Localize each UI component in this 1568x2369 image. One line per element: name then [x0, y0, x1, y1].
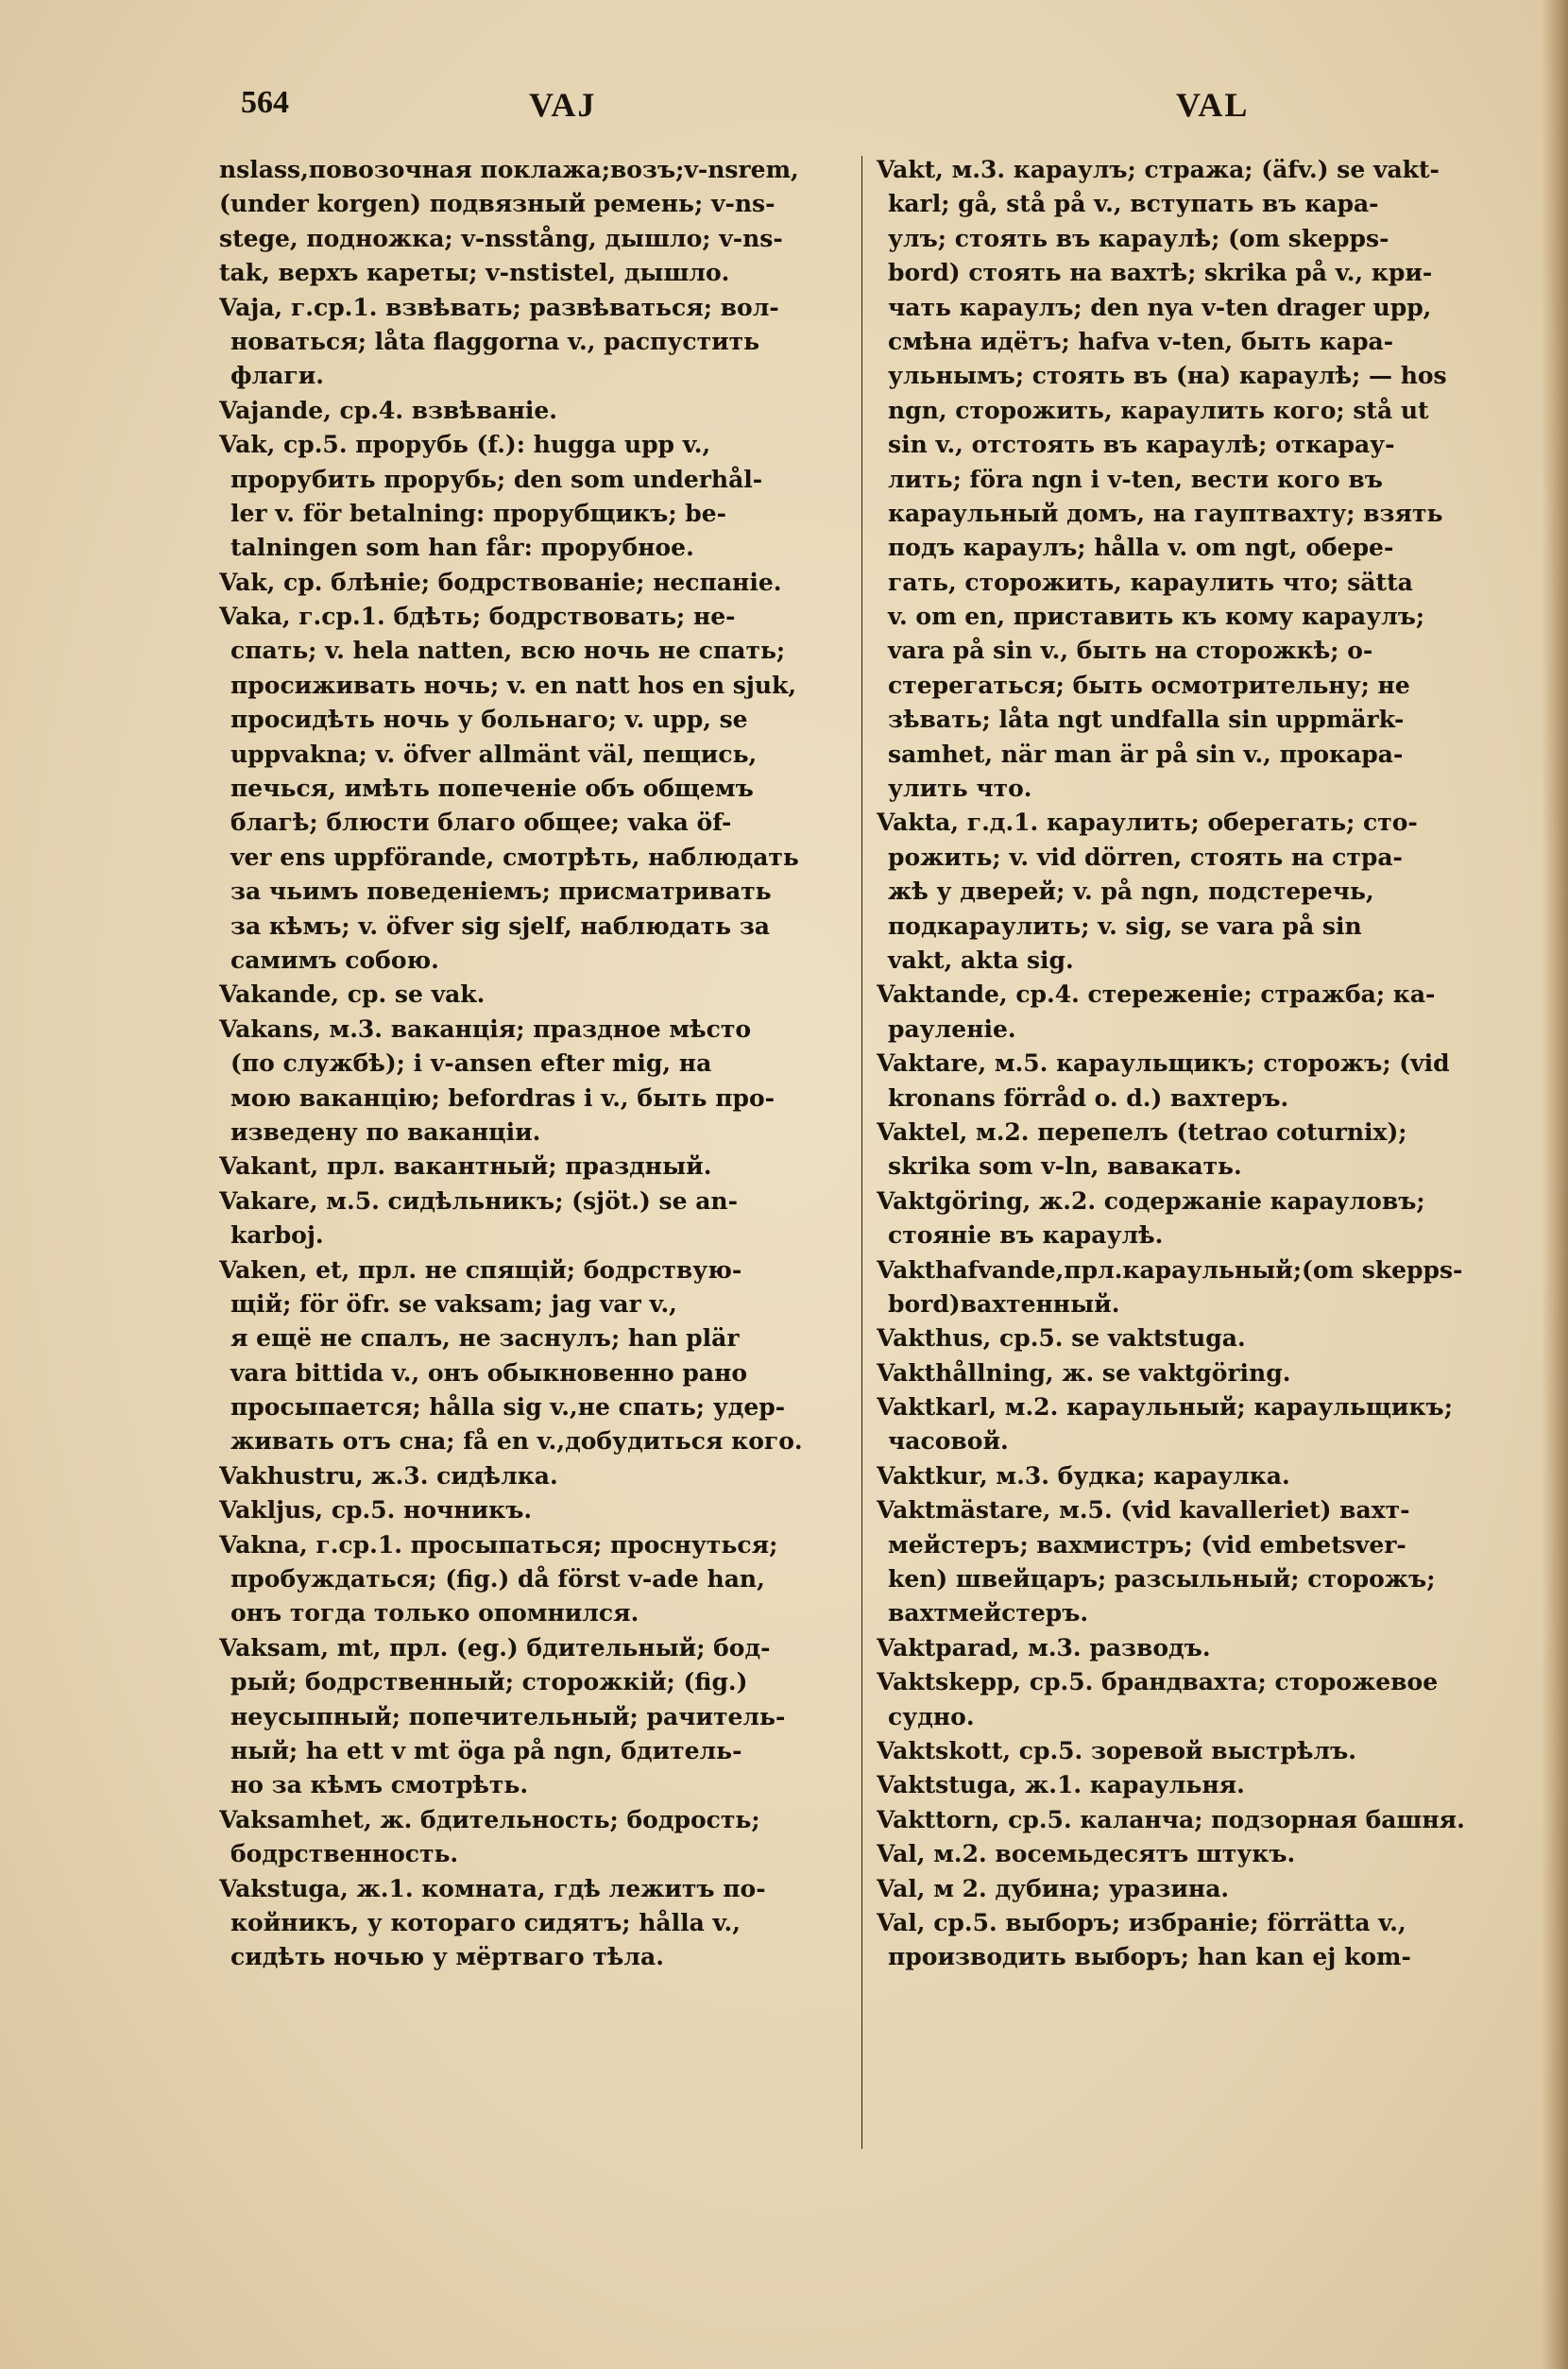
- dictionary-line: Vaktparad, м.3. разводъ.: [877, 1633, 1211, 1662]
- dictionary-line: прорубить прорубь; den som underhål-: [230, 465, 763, 493]
- dictionary-line: печься, имѣть попеченіе объ общемъ: [230, 775, 754, 803]
- dictionary-line: vara på sin v., быть на сторожкѣ; о-: [888, 637, 1373, 665]
- dictionary-line: улъ; стоять въ караулѣ; (om skepps-: [888, 224, 1389, 252]
- dictionary-line: изведену по ваканціи.: [230, 1117, 541, 1146]
- dictionary-line: vara bittida v., онъ обыкновенно рано: [230, 1358, 748, 1387]
- page-number: 564: [241, 85, 289, 120]
- dictionary-line: Vajande, ср.4. взвѣваніе.: [219, 396, 557, 424]
- dictionary-line: ver ens uppförande, смотрѣть, наблюдать: [230, 843, 799, 871]
- dictionary-line: гать, сторожить, караулить что; sätta: [888, 568, 1413, 596]
- dictionary-line: мейстеръ; вахмистръ; (vid embetsver-: [888, 1530, 1406, 1559]
- dictionary-line: bord)вахтенный.: [888, 1289, 1120, 1318]
- dictionary-line: Vakthafvande,прл.караульный;(om skepps-: [877, 1255, 1463, 1284]
- dictionary-line: talningen som han får: прорубное.: [230, 534, 694, 562]
- dictionary-line: uppvakna; v. öfver allmänt väl, пещись,: [230, 740, 758, 768]
- dictionary-line: пробуждаться; (fig.) då först v-ade han,: [230, 1565, 765, 1594]
- dictionary-line: Vakstuga, ж.1. комната, гдѣ лежитъ по-: [219, 1874, 766, 1902]
- dictionary-line: новаться; låta flaggorna v., распустить: [230, 327, 760, 355]
- dictionary-line: Vakhustru, ж.3. сидѣлка.: [219, 1461, 558, 1490]
- dictionary-line: kronans förråd o. d.) вахтеръ.: [888, 1083, 1289, 1112]
- dictionary-line: nslass,повозочная поклажа;возъ;v-nsrem,: [219, 156, 799, 183]
- dictionary-line: tak, верхъ кареты; v-nstistel, дышло.: [219, 259, 730, 287]
- dictionary-line: Vaktare, м.5. караульщикъ; сторожъ; (vid: [877, 1049, 1450, 1078]
- dictionary-line: за чьимъ поведеніемъ; присматривать: [230, 878, 772, 906]
- dictionary-line: Vakant, прл. вакантный; праздный.: [219, 1152, 712, 1181]
- dictionary-line: Vakare, м.5. сидѣльникъ; (sjöt.) se an-: [219, 1186, 738, 1215]
- dictionary-line: подъ караулъ; hålla v. om ngt, обере-: [888, 534, 1394, 562]
- dictionary-line: спать; v. hela natten, всю ночь не спать;: [230, 637, 786, 665]
- dictionary-line: Val, м 2. дубина; уразина.: [877, 1874, 1230, 1902]
- dictionary-line: Vakande, ср. se vak.: [219, 980, 486, 1009]
- right-column: [877, 153, 1508, 1975]
- dictionary-line: сидѣть ночью у мёртваго тѣла.: [230, 1943, 664, 1971]
- dictionary-line: ken) швейцаръ; разсыльный; сторожъ;: [888, 1565, 1436, 1594]
- dictionary-line: Vaktstuga, ж.1. караульня.: [877, 1771, 1245, 1799]
- dictionary-line: Val, ср.5. выборъ; избраніе; förrätta v.,: [877, 1908, 1406, 1936]
- dictionary-line: неусыпный; попечительный; рачитель-: [230, 1702, 786, 1730]
- dictionary-line: Vak, ср.5. прорубь (f.): hugga upp v.,: [219, 431, 711, 459]
- dictionary-line: ngn, сторожить, караулить кого; stå ut: [888, 396, 1429, 424]
- page-header: [0, 85, 1568, 142]
- dictionary-line: судно.: [888, 1702, 975, 1730]
- dictionary-line: Vakljus, ср.5. ночникъ.: [219, 1496, 533, 1525]
- dictionary-line: живать отъ сна; få en v.,добудиться кого.: [230, 1427, 803, 1456]
- dictionary-line: ler v. för betalning: прорубщикъ; be-: [230, 499, 727, 527]
- dictionary-line: просидѣть ночь у больнаго; v. upp, se: [230, 706, 748, 734]
- dictionary-line: благѣ; блюсти благо общее; vaka öf-: [230, 809, 732, 837]
- dictionary-line: чать караулъ; den nya v-ten drager upp,: [888, 293, 1432, 321]
- dictionary-line: Vaktande, ср.4. стереженіе; стражба; ка-: [877, 980, 1436, 1009]
- dictionary-line: bord) стоять на вахтѣ; skrika på v., кри-: [888, 259, 1433, 287]
- dictionary-line: рожить; v. vid dörren, стоять на стра-: [888, 843, 1403, 871]
- dictionary-line: я ещё не спалъ, не заснулъ; han plär: [230, 1324, 740, 1353]
- dictionary-line: вахтмейстеръ.: [888, 1599, 1089, 1628]
- dictionary-line: самимъ собою.: [230, 946, 439, 974]
- dictionary-line: sin v., отстоять въ караулѣ; откарау-: [888, 431, 1395, 459]
- dictionary-line: Vaksam, mt, прл. (eg.) бдительный; бод-: [219, 1633, 771, 1662]
- dictionary-line: Vaktkarl, м.2. караульный; караульщикъ;: [877, 1393, 1453, 1422]
- dictionary-line: щій; för öfr. se vaksam; jag var v.,: [230, 1289, 677, 1318]
- dictionary-line: Vakthus, ср.5. se vaktstuga.: [877, 1324, 1246, 1353]
- column-divider: [861, 156, 862, 2149]
- page-edge-shadow: [1542, 0, 1568, 2369]
- dictionary-line: Vaka, г.ср.1. бдѣть; бодрствовать; не-: [219, 603, 736, 631]
- dictionary-line: Vaksamhet, ж. бдительность; бодрость;: [219, 1805, 760, 1833]
- dictionary-line: skrika som v-ln, вавакать.: [888, 1152, 1242, 1181]
- dictionary-line: vakt, akta sig.: [888, 946, 1074, 974]
- dictionary-line: Vaktmästare, м.5. (vid kavalleriet) вахт-: [877, 1496, 1410, 1525]
- dictionary-line: Vakta, г.д.1. караулить; оберегать; сто-: [877, 809, 1418, 837]
- dictionary-line: мою ваканцію; befordras i v., быть про-: [230, 1083, 775, 1112]
- dictionary-line: рый; бодрственный; сторожкій; (fig.): [230, 1668, 748, 1696]
- dictionary-line: karl; gå, stå på v., вступать въ кара-: [888, 190, 1379, 218]
- dictionary-line: Vaja, г.ср.1. взвѣвать; развѣваться; вол-: [219, 293, 779, 321]
- dictionary-line: Vaktskott, ср.5. зоревой выстрѣлъ.: [877, 1736, 1356, 1764]
- dictionary-line: v. om en, приставить къ кому караулъ;: [888, 603, 1425, 631]
- dictionary-line: Val, м.2. восемьдесятъ штукъ.: [877, 1840, 1296, 1868]
- dictionary-line: стояніе въ караулѣ.: [888, 1221, 1164, 1250]
- dictionary-line: Vaken, et, прл. не спящій; бодрствую-: [219, 1255, 742, 1284]
- dictionary-line: производить выборъ; han kan ej kom-: [888, 1943, 1411, 1971]
- dictionary-line: Vakans, м.3. ваканція; праздное мѣсто: [219, 1014, 752, 1043]
- dictionary-line: койникъ, у котораго сидятъ; hålla v.,: [230, 1908, 741, 1936]
- dictionary-line: за кѣмъ; v. öfver sig sjelf, наблюдать за: [230, 912, 770, 940]
- dictionary-line: Vaktel, м.2. перепелъ (tetrao coturnix);: [877, 1117, 1407, 1146]
- dictionary-line: Vaktskepp, ср.5. брандвахта; сторожевое: [877, 1668, 1439, 1696]
- left-guide-word: VAJ: [529, 86, 597, 124]
- left-column: [219, 153, 846, 1975]
- dictionary-line: просыпается; hålla sig v.,не спать; удер-: [230, 1393, 786, 1422]
- dictionary-line: караульный домъ, на гауптвахту; взять: [888, 499, 1443, 527]
- dictionary-line: Vakthållning, ж. se vaktgöring.: [877, 1358, 1291, 1387]
- dictionary-line: (по службѣ); i v-ansen efter mig, на: [230, 1049, 712, 1078]
- dictionary-line: онъ тогда только опомнился.: [230, 1599, 639, 1628]
- dictionary-line: зѣвать; låta ngt undfalla sin uppmärk-: [888, 706, 1405, 734]
- dictionary-line: флаги.: [230, 362, 324, 390]
- dictionary-line: Vakttorn, ср.5. каланча; подзорная башня.: [877, 1805, 1465, 1833]
- dictionary-line: Vaktgöring, ж.2. содержаніе карауловъ;: [877, 1186, 1425, 1215]
- dictionary-line: смѣна идётъ; hafva v-ten, быть кара-: [888, 327, 1394, 355]
- dictionary-line: рауленіе.: [888, 1014, 1016, 1043]
- dictionary-line: (under korgen) подвязный ремень; v-ns-: [219, 190, 775, 218]
- dictionary-line: Vaktkur, м.3. будка; караулка.: [877, 1461, 1290, 1490]
- dictionary-line: Vakna, г.ср.1. просыпаться; проснуться;: [219, 1530, 778, 1559]
- dictionary-line: жѣ у дверей; v. på ngn, подстеречь,: [888, 878, 1374, 906]
- dictionary-line: Vakt, м.3. караулъ; стража; (äfv.) se vakt-: [877, 156, 1440, 183]
- dictionary-line: ный; ha ett v mt öga på ngn, бдитель-: [230, 1736, 742, 1764]
- dictionary-line: но за кѣмъ смотрѣть.: [230, 1771, 529, 1799]
- dictionary-line: karboj.: [230, 1221, 324, 1250]
- dictionary-line: бодрственность.: [230, 1840, 459, 1868]
- dictionary-line: ульнымъ; стоять въ (на) караулѣ; — hos: [888, 362, 1447, 390]
- dictionary-line: часовой.: [888, 1427, 1009, 1456]
- dictionary-line: подкараулить; v. sig, se vara på sin: [888, 912, 1362, 940]
- dictionary-line: samhet, när man är på sin v., прокара-: [888, 740, 1404, 768]
- dictionary-line: stege, подножка; v-nsstång, дышло; v-ns-: [219, 224, 783, 252]
- dictionary-line: лить; föra ngn i v-ten, вести кого въ: [888, 465, 1383, 493]
- right-guide-word: VAL: [1176, 86, 1250, 124]
- dictionary-line: стерегаться; быть осмотрительну; не: [888, 671, 1410, 699]
- dictionary-line: улить что.: [888, 775, 1032, 803]
- dictionary-line: просиживать ночь; v. en natt hos en sjuk,: [230, 671, 797, 699]
- dictionary-line: Vak, ср. блѣніе; бодрствованіе; неспаніе.: [219, 568, 782, 596]
